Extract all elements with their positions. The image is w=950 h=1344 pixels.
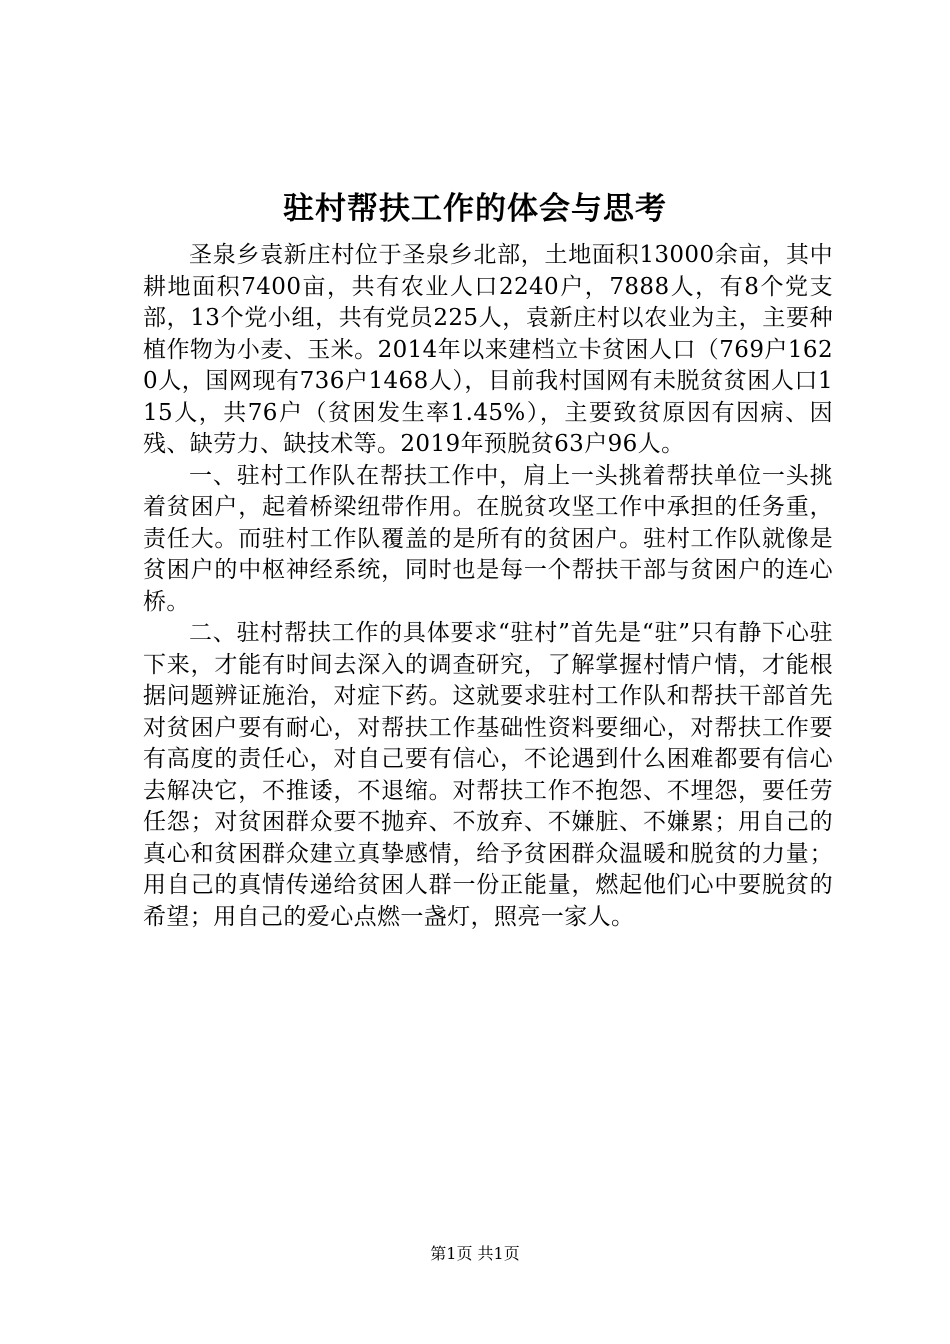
document-body xyxy=(143,240,833,933)
paragraph-section-one: 一、驻村工作队在帮扶工作中，肩上一头挑着帮扶单位一头挑着贫困户，起着桥梁纽带作用。在脱贫攻坚工作中承担的任务重，责任大。而驻村工作队覆盖的是所有的贫困户。驻村工作队就像是贫困户的中枢神经系统，同时也是每一个帮扶干部与贫困户的连心桥。 xyxy=(143,462,833,615)
document-title: 驻村帮扶工作的体会与思考 xyxy=(283,191,667,227)
paragraph-section-two: 二、驻村帮扶工作的具体要求“驻村”首先是“驻”只有静下心驻下来，才能有时间去深入的调查研究，了解掌握村情户情，才能根据问题辨证施治，对症下药。这就要求驻村工作队和帮扶干部首先对贫困户要有耐心，对帮扶工作基础性资料要细心，对帮扶工作要有高度的责任心，对自己要有信心，不论遇到什么困难都要有信心去解决它，不推诿，不退缩。对帮扶工作不抱怨、不埋怨，要任劳任怨；对贫困群众要不抛弃、不放弃、不嫌脏、不嫌累；用自己的真心和贫困群众建立真挚感情，给予贫困群众温暖和脱贫的力量；用自己的真情传递给贫困人群一份正能量，燃起他们心中要脱贫的希望；用自己的爱心点燃一盏灯，照亮一家人。 xyxy=(143,620,833,930)
paragraph-intro: 圣泉乡袁新庄村位于圣泉乡北部，土地面积13000余亩，其中耕地面积7400亩，共有农业人口2240户，7888人，有8个党支部，13个党小组，共有党员225人，袁新庄村以农业为主，主要种植作物为小麦、玉米。2014年以来建档立卡贫困人口（769户1620人，国网现有736户1468人），目前我村国网有未脱贫贫困人口115人，共76户（贫困发生率1.45%），主要致贫原因有因病、因残、缺劳力、缺技术等。2019年预脱贫63户96人。 xyxy=(143,242,833,457)
page-footer: 第1页 共1页 xyxy=(430,1244,520,1263)
